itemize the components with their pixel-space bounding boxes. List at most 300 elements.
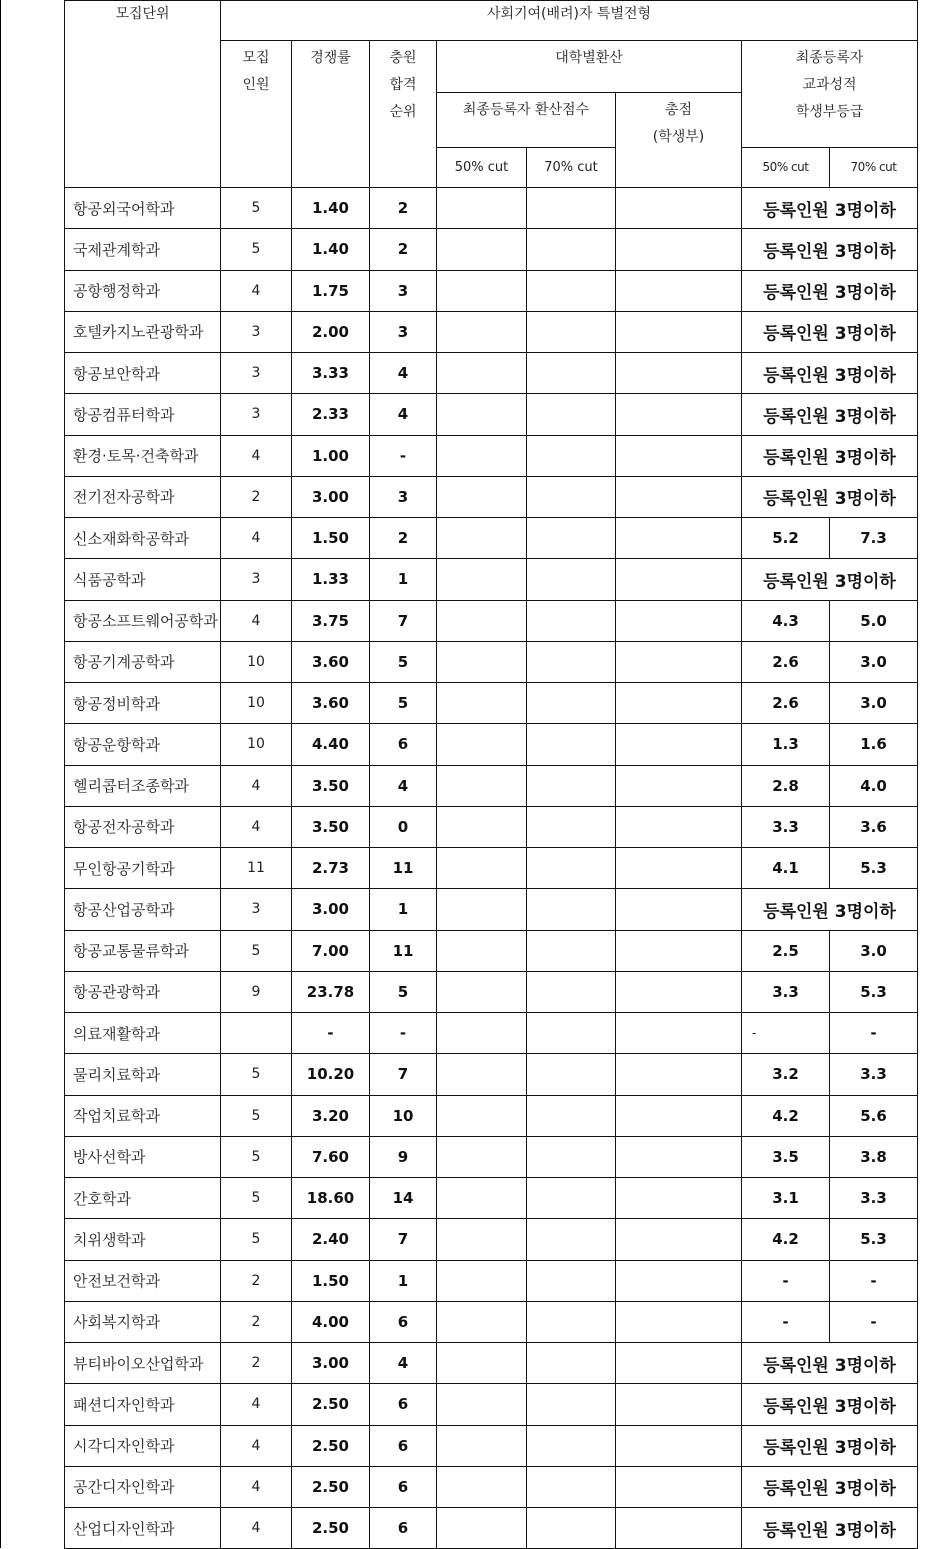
table-row xyxy=(65,971,918,1012)
grade-cut50-cell: 4.1 xyxy=(742,848,830,889)
conv-cut50-cell xyxy=(437,1508,527,1549)
total-score-cell xyxy=(616,559,742,600)
quota-cell: 5 xyxy=(221,1095,292,1136)
header-grade-cut50: 50% cut xyxy=(742,148,830,188)
grade-cut70-cell: 7.3 xyxy=(830,518,918,559)
conv-cut70-cell xyxy=(527,270,616,311)
total-score-cell xyxy=(616,270,742,311)
rank-cell: 1 xyxy=(370,1260,437,1301)
registered-under-3-note: 등록인원 3명이하 xyxy=(742,1425,918,1466)
header-univ-conversion: 대학별환산 xyxy=(437,41,742,93)
department-name: 무인항공기학과 xyxy=(65,848,221,889)
quota-cell: 3 xyxy=(221,311,292,352)
competition-rate-cell: 2.50 xyxy=(292,1508,370,1549)
total-score-cell xyxy=(616,1384,742,1425)
total-score-cell xyxy=(616,1260,742,1301)
conv-cut70-cell xyxy=(527,765,616,806)
quota-cell: 2 xyxy=(221,476,292,517)
total-score-cell xyxy=(616,683,742,724)
quota-cell: 4 xyxy=(221,600,292,641)
rank-cell: - xyxy=(370,1013,437,1054)
header-rank-line3: 순위 xyxy=(389,104,417,120)
rank-cell: 3 xyxy=(370,476,437,517)
department-name: 치위생학과 xyxy=(65,1219,221,1260)
conv-cut70-cell xyxy=(527,971,616,1012)
table-row xyxy=(65,1095,918,1136)
conv-cut70-cell xyxy=(527,435,616,476)
table-row xyxy=(65,229,918,270)
conv-cut70-cell xyxy=(527,353,616,394)
rank-cell: 9 xyxy=(370,1136,437,1177)
department-name: 신소재화학공학과 xyxy=(65,518,221,559)
header-quota-line2: 인원 xyxy=(242,77,270,93)
table-row xyxy=(65,1301,918,1342)
conv-cut50-cell xyxy=(437,1095,527,1136)
department-name: 국제관계학과 xyxy=(65,229,221,270)
header-conv-cut50: 50% cut xyxy=(437,148,527,188)
registered-under-3-note: 등록인원 3명이하 xyxy=(742,1343,918,1384)
grade-cut50-cell: 5.2 xyxy=(742,518,830,559)
quota-cell: 4 xyxy=(221,1466,292,1507)
competition-rate-cell: 2.40 xyxy=(292,1219,370,1260)
department-name: 공항행정학과 xyxy=(65,270,221,311)
registered-under-3-note: 등록인원 3명이하 xyxy=(742,270,918,311)
department-name: 사회복지학과 xyxy=(65,1301,221,1342)
table-row xyxy=(65,270,918,311)
header-unit: 모집단위 xyxy=(65,1,221,188)
grade-cut70-cell: 3.3 xyxy=(830,1178,918,1219)
competition-rate-cell: 3.00 xyxy=(292,476,370,517)
table-row xyxy=(65,1343,918,1384)
department-name: 방사선학과 xyxy=(65,1136,221,1177)
competition-rate-cell: 7.60 xyxy=(292,1136,370,1177)
total-score-cell xyxy=(616,394,742,435)
conv-cut50-cell xyxy=(437,1178,527,1219)
header-final-grade xyxy=(742,41,918,148)
total-score-cell xyxy=(616,476,742,517)
conv-cut50-cell xyxy=(437,1466,527,1507)
table-row xyxy=(65,1384,918,1425)
total-score-cell xyxy=(616,1178,742,1219)
conv-cut70-cell xyxy=(527,1013,616,1054)
total-score-cell xyxy=(616,1343,742,1384)
grade-cut50-cell: 2.8 xyxy=(742,765,830,806)
grade-cut50-cell: 3.2 xyxy=(742,1054,830,1095)
rank-cell: 4 xyxy=(370,1343,437,1384)
header-total-line1: 총점 xyxy=(664,102,693,118)
conv-cut50-cell xyxy=(437,641,527,682)
total-score-cell xyxy=(616,765,742,806)
conv-cut70-cell xyxy=(527,1343,616,1384)
conv-cut50-cell xyxy=(437,683,527,724)
conv-cut50-cell xyxy=(437,1343,527,1384)
header-program: 사회기여(배려)자 특별전형 xyxy=(221,1,918,41)
competition-rate-cell: 3.75 xyxy=(292,600,370,641)
total-score-cell xyxy=(616,1054,742,1095)
conv-cut70-cell xyxy=(527,311,616,352)
conv-cut70-cell xyxy=(527,1054,616,1095)
grade-cut70-cell: 3.0 xyxy=(830,641,918,682)
quota-cell: 10 xyxy=(221,641,292,682)
rank-cell: 0 xyxy=(370,806,437,847)
department-name: 뷰티바이오산업학과 xyxy=(65,1343,221,1384)
competition-rate-cell: 3.00 xyxy=(292,889,370,930)
competition-rate-cell: 1.00 xyxy=(292,435,370,476)
quota-cell: 5 xyxy=(221,229,292,270)
conv-cut70-cell xyxy=(527,1219,616,1260)
table-row xyxy=(65,930,918,971)
registered-under-3-note: 등록인원 3명이하 xyxy=(742,188,918,229)
competition-rate-cell: 1.50 xyxy=(292,518,370,559)
grade-cut50-cell: 2.6 xyxy=(742,683,830,724)
quota-cell: 5 xyxy=(221,930,292,971)
conv-cut50-cell xyxy=(437,353,527,394)
quota-cell: 4 xyxy=(221,1508,292,1549)
conv-cut50-cell xyxy=(437,889,527,930)
conv-cut50-cell xyxy=(437,476,527,517)
conv-cut70-cell xyxy=(527,1260,616,1301)
registered-under-3-note: 등록인원 3명이하 xyxy=(742,559,918,600)
total-score-cell xyxy=(616,641,742,682)
table-row xyxy=(65,1013,918,1054)
table-row xyxy=(65,311,918,352)
rank-cell: 6 xyxy=(370,1466,437,1507)
rank-cell: 4 xyxy=(370,353,437,394)
department-name: 간호학과 xyxy=(65,1178,221,1219)
total-score-cell xyxy=(616,435,742,476)
competition-rate-cell: 3.50 xyxy=(292,765,370,806)
conv-cut70-cell xyxy=(527,641,616,682)
registered-under-3-note: 등록인원 3명이하 xyxy=(742,889,918,930)
conv-cut50-cell xyxy=(437,311,527,352)
quota-cell: 9 xyxy=(221,971,292,1012)
total-score-cell xyxy=(616,311,742,352)
grade-cut50-cell: 4.2 xyxy=(742,1219,830,1260)
registered-under-3-note: 등록인원 3명이하 xyxy=(742,394,918,435)
grade-cut70-cell: 3.0 xyxy=(830,930,918,971)
table-row xyxy=(65,600,918,641)
header-final-converted: 최종등록자 환산점수 xyxy=(437,93,616,148)
department-name: 항공컴퓨터학과 xyxy=(65,394,221,435)
total-score-cell xyxy=(616,229,742,270)
rank-cell: 4 xyxy=(370,765,437,806)
header-rank-line1: 충원 xyxy=(389,50,417,66)
grade-cut50-cell: - xyxy=(742,1301,830,1342)
grade-cut70-cell: 5.3 xyxy=(830,848,918,889)
table-row xyxy=(65,765,918,806)
conv-cut50-cell xyxy=(437,848,527,889)
total-score-cell xyxy=(616,1136,742,1177)
header-conv-cut70: 70% cut xyxy=(527,148,616,188)
grade-cut50-cell: 3.3 xyxy=(742,971,830,1012)
department-name: 항공외국어학과 xyxy=(65,188,221,229)
grade-cut70-cell: 5.0 xyxy=(830,600,918,641)
table-row xyxy=(65,848,918,889)
department-name: 항공전자공학과 xyxy=(65,806,221,847)
registered-under-3-note: 등록인원 3명이하 xyxy=(742,435,918,476)
department-name: 항공교통물류학과 xyxy=(65,930,221,971)
conv-cut70-cell xyxy=(527,188,616,229)
conv-cut50-cell xyxy=(437,1384,527,1425)
total-score-cell xyxy=(616,889,742,930)
grade-cut50-cell: 2.6 xyxy=(742,641,830,682)
grade-cut70-cell: 3.3 xyxy=(830,1054,918,1095)
grade-cut70-cell: 3.0 xyxy=(830,683,918,724)
total-score-cell xyxy=(616,724,742,765)
rank-cell: 6 xyxy=(370,1508,437,1549)
conv-cut70-cell xyxy=(527,1136,616,1177)
competition-rate-cell: 7.00 xyxy=(292,930,370,971)
competition-rate-cell: 3.60 xyxy=(292,683,370,724)
grade-cut70-cell: - xyxy=(830,1260,918,1301)
department-name: 패션디자인학과 xyxy=(65,1384,221,1425)
competition-rate-cell: 1.75 xyxy=(292,270,370,311)
grade-cut50-cell: 1.3 xyxy=(742,724,830,765)
table-row xyxy=(65,641,918,682)
grade-cut50-cell: 4.2 xyxy=(742,1095,830,1136)
grade-cut70-cell: 3.6 xyxy=(830,806,918,847)
rank-cell: 2 xyxy=(370,518,437,559)
grade-cut50-cell: - xyxy=(742,1260,830,1301)
table-row xyxy=(65,1054,918,1095)
table-row xyxy=(65,806,918,847)
rank-cell: 2 xyxy=(370,229,437,270)
grade-cut70-cell: 1.6 xyxy=(830,724,918,765)
quota-cell: 3 xyxy=(221,889,292,930)
total-score-cell xyxy=(616,1466,742,1507)
total-score-cell xyxy=(616,930,742,971)
department-name: 산업디자인학과 xyxy=(65,1508,221,1549)
total-score-cell xyxy=(616,848,742,889)
rank-cell: - xyxy=(370,435,437,476)
conv-cut70-cell xyxy=(527,559,616,600)
total-score-cell xyxy=(616,1301,742,1342)
header-rank xyxy=(370,41,437,188)
rank-cell: 7 xyxy=(370,600,437,641)
grade-cut50-cell: 3.1 xyxy=(742,1178,830,1219)
quota-cell: 4 xyxy=(221,765,292,806)
table-row xyxy=(65,724,918,765)
registered-under-3-note: 등록인원 3명이하 xyxy=(742,353,918,394)
quota-cell: 4 xyxy=(221,435,292,476)
conv-cut50-cell xyxy=(437,724,527,765)
conv-cut50-cell xyxy=(437,600,527,641)
rank-cell: 11 xyxy=(370,848,437,889)
conv-cut50-cell xyxy=(437,229,527,270)
department-name: 환경·토목·건축학과 xyxy=(65,435,221,476)
quota-cell: 3 xyxy=(221,394,292,435)
rank-cell: 4 xyxy=(370,394,437,435)
table-row xyxy=(65,353,918,394)
table-body xyxy=(65,188,918,1549)
quota-cell: 5 xyxy=(221,1219,292,1260)
competition-rate-cell: 3.33 xyxy=(292,353,370,394)
total-score-cell xyxy=(616,1095,742,1136)
table-row xyxy=(65,559,918,600)
conv-cut70-cell xyxy=(527,848,616,889)
competition-rate-cell: - xyxy=(292,1013,370,1054)
grade-cut70-cell: - xyxy=(830,1301,918,1342)
grade-cut50-cell: 3.5 xyxy=(742,1136,830,1177)
quota-cell: 10 xyxy=(221,683,292,724)
conv-cut70-cell xyxy=(527,229,616,270)
page-left-border xyxy=(0,0,1,1548)
total-score-cell xyxy=(616,353,742,394)
header-grade-line3: 학생부등급 xyxy=(795,104,864,120)
department-name: 항공관광학과 xyxy=(65,971,221,1012)
registered-under-3-note: 등록인원 3명이하 xyxy=(742,1466,918,1507)
table-row xyxy=(65,435,918,476)
header-competition: 경쟁률 xyxy=(292,41,370,188)
table-row xyxy=(65,1425,918,1466)
conv-cut70-cell xyxy=(527,518,616,559)
quota-cell: 2 xyxy=(221,1260,292,1301)
registered-under-3-note: 등록인원 3명이하 xyxy=(742,476,918,517)
header-quota-line1: 모집 xyxy=(242,50,270,66)
department-name: 호텔카지노관광학과 xyxy=(65,311,221,352)
quota-cell: 5 xyxy=(221,1054,292,1095)
quota-cell: 5 xyxy=(221,188,292,229)
conv-cut50-cell xyxy=(437,559,527,600)
rank-cell: 5 xyxy=(370,641,437,682)
grade-cut50-cell: 3.3 xyxy=(742,806,830,847)
total-score-cell xyxy=(616,1425,742,1466)
competition-rate-cell: 1.33 xyxy=(292,559,370,600)
header-grade-cut70: 70% cut xyxy=(830,148,918,188)
table-row xyxy=(65,889,918,930)
header-total xyxy=(616,93,742,188)
competition-rate-cell: 23.78 xyxy=(292,971,370,1012)
grade-cut70-cell: 5.3 xyxy=(830,1219,918,1260)
header-total-line2: (학생부) xyxy=(652,129,705,145)
quota-cell: 4 xyxy=(221,1384,292,1425)
department-name: 항공정비학과 xyxy=(65,683,221,724)
conv-cut70-cell xyxy=(527,683,616,724)
conv-cut70-cell xyxy=(527,1095,616,1136)
grade-cut70-cell: 4.0 xyxy=(830,765,918,806)
table-row xyxy=(65,476,918,517)
competition-rate-cell: 2.50 xyxy=(292,1466,370,1507)
department-name: 헬리콥터조종학과 xyxy=(65,765,221,806)
competition-rate-cell: 1.50 xyxy=(292,1260,370,1301)
conv-cut50-cell xyxy=(437,1054,527,1095)
table-row xyxy=(65,188,918,229)
rank-cell: 3 xyxy=(370,311,437,352)
rank-cell: 10 xyxy=(370,1095,437,1136)
conv-cut70-cell xyxy=(527,1384,616,1425)
grade-cut70-cell: 5.6 xyxy=(830,1095,918,1136)
department-name: 항공보안학과 xyxy=(65,353,221,394)
total-score-cell xyxy=(616,971,742,1012)
total-score-cell xyxy=(616,518,742,559)
competition-rate-cell: 2.50 xyxy=(292,1425,370,1466)
conv-cut50-cell xyxy=(437,1425,527,1466)
quota-cell: 4 xyxy=(221,270,292,311)
quota-cell: 3 xyxy=(221,559,292,600)
header-grade-line1: 최종등록자 xyxy=(795,50,864,66)
competition-rate-cell: 3.00 xyxy=(292,1343,370,1384)
department-name: 항공기계공학과 xyxy=(65,641,221,682)
table-row xyxy=(65,518,918,559)
table-row xyxy=(65,1178,918,1219)
department-name: 안전보건학과 xyxy=(65,1260,221,1301)
table-row xyxy=(65,683,918,724)
header-rank-line2: 합격 xyxy=(389,77,417,93)
table-header xyxy=(65,1,918,188)
department-name: 물리치료학과 xyxy=(65,1054,221,1095)
quota-cell: 3 xyxy=(221,353,292,394)
department-name: 항공운항학과 xyxy=(65,724,221,765)
table-row xyxy=(65,1260,918,1301)
grade-cut70-cell: - xyxy=(830,1013,918,1054)
conv-cut70-cell xyxy=(527,1301,616,1342)
rank-cell: 2 xyxy=(370,188,437,229)
rank-cell: 6 xyxy=(370,1425,437,1466)
department-name: 식품공학과 xyxy=(65,559,221,600)
conv-cut70-cell xyxy=(527,1178,616,1219)
quota-cell: 2 xyxy=(221,1343,292,1384)
conv-cut70-cell xyxy=(527,1508,616,1549)
conv-cut50-cell xyxy=(437,765,527,806)
conv-cut70-cell xyxy=(527,1425,616,1466)
total-score-cell xyxy=(616,1219,742,1260)
rank-cell: 5 xyxy=(370,971,437,1012)
conv-cut70-cell xyxy=(527,889,616,930)
competition-rate-cell: 2.33 xyxy=(292,394,370,435)
total-score-cell xyxy=(616,1013,742,1054)
quota-cell: 4 xyxy=(221,1425,292,1466)
rank-cell: 5 xyxy=(370,683,437,724)
header-grade-line2: 교과성적 xyxy=(802,77,857,93)
quota-cell: 4 xyxy=(221,806,292,847)
quota-cell: 5 xyxy=(221,1136,292,1177)
quota-cell: 11 xyxy=(221,848,292,889)
conv-cut50-cell xyxy=(437,1219,527,1260)
header-quota xyxy=(221,41,292,188)
department-name: 전기전자공학과 xyxy=(65,476,221,517)
registered-under-3-note: 등록인원 3명이하 xyxy=(742,311,918,352)
total-score-cell xyxy=(616,1508,742,1549)
conv-cut50-cell xyxy=(437,1301,527,1342)
grade-cut50-cell: 2.5 xyxy=(742,930,830,971)
competition-rate-cell: 3.50 xyxy=(292,806,370,847)
conv-cut50-cell xyxy=(437,394,527,435)
conv-cut50-cell xyxy=(437,930,527,971)
conv-cut70-cell xyxy=(527,600,616,641)
grade-cut50-cell: 4.3 xyxy=(742,600,830,641)
total-score-cell xyxy=(616,806,742,847)
conv-cut70-cell xyxy=(527,930,616,971)
rank-cell: 1 xyxy=(370,889,437,930)
competition-rate-cell: 3.20 xyxy=(292,1095,370,1136)
registered-under-3-note: 등록인원 3명이하 xyxy=(742,229,918,270)
competition-rate-cell: 2.73 xyxy=(292,848,370,889)
conv-cut70-cell xyxy=(527,394,616,435)
quota-cell: 5 xyxy=(221,1178,292,1219)
competition-rate-cell: 4.00 xyxy=(292,1301,370,1342)
rank-cell: 11 xyxy=(370,930,437,971)
competition-rate-cell: 18.60 xyxy=(292,1178,370,1219)
department-name: 작업치료학과 xyxy=(65,1095,221,1136)
conv-cut50-cell xyxy=(437,435,527,476)
department-name: 항공산업공학과 xyxy=(65,889,221,930)
rank-cell: 14 xyxy=(370,1178,437,1219)
table-row xyxy=(65,1466,918,1507)
competition-rate-cell: 3.60 xyxy=(292,641,370,682)
grade-cut70-cell: 3.8 xyxy=(830,1136,918,1177)
rank-cell: 6 xyxy=(370,1301,437,1342)
table-row xyxy=(65,1219,918,1260)
